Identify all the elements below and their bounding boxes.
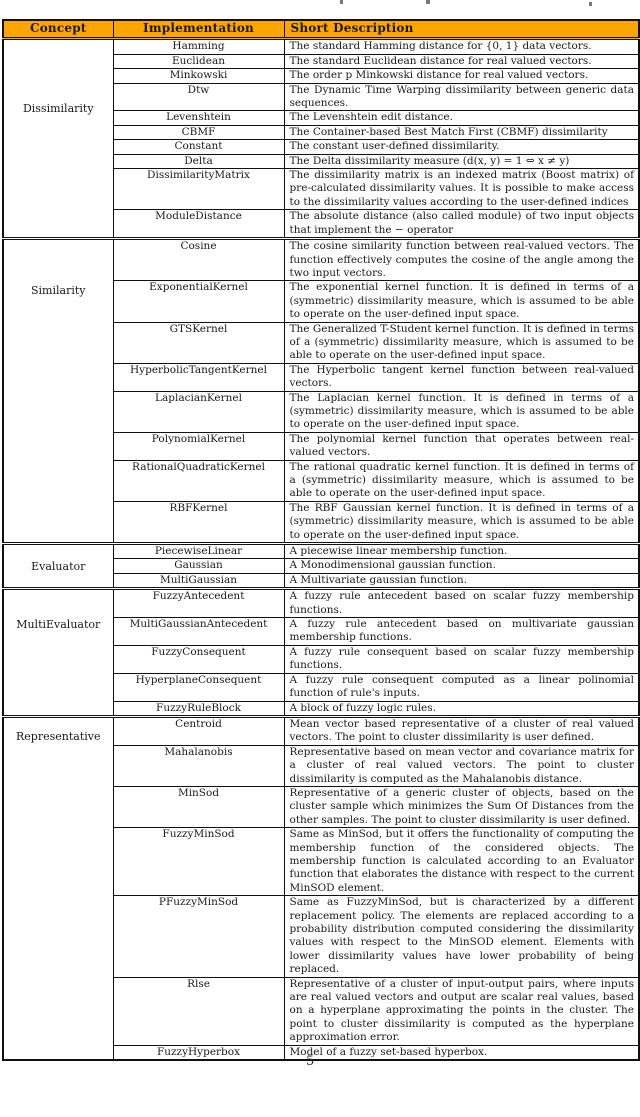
implementation-cell: FuzzyAntecedent — [113, 589, 284, 618]
concept-label: Dissimilarity — [22, 102, 94, 116]
description-cell: The RBF Gaussian kernel function. It is defined in terms of a (symmetric) dissimilarity measure, which is assumed to be able to operate on the user-defined input space. — [284, 501, 639, 543]
description-cell: The Container-based Best Match First (CBMF) dissimilarity — [284, 125, 639, 139]
concept-cell — [3, 716, 113, 1060]
table-header-row — [3, 20, 639, 39]
implementation-cell: Constant — [113, 140, 284, 154]
implementation-cell: Dtw — [113, 83, 284, 111]
implementation-cell: PolynomialKernel — [113, 432, 284, 460]
implementation-cell: GTSKernel — [113, 322, 284, 363]
concept-label: Similarity — [31, 284, 86, 298]
description-cell: The Levenshtein edit distance. — [284, 111, 639, 125]
description-cell: Representative based on mean vector and covariance matrix for a cluster of real valued vectors. The point to cluster dissimilarity is computed as the Mahalanobis distance. — [284, 745, 639, 786]
description-cell: Model of a fuzzy set-based hyperbox. — [284, 1045, 639, 1060]
description-cell: The standard Euclidean distance for real valued vectors. — [284, 54, 639, 68]
header-implementation: Implementation — [113, 20, 284, 39]
description-cell: Same as FuzzyMinSod, but is characterized by a different replacement policy. The elements are replaced according to a probability distribution computed considering the dissimilarity values with respect to the MinSOD element. Elements with lower dissimilarity values have lower probability of being replaced. — [284, 896, 639, 977]
implementation-cell: FuzzyRuleBlock — [113, 701, 284, 716]
implementation-cell: MultiGaussian — [113, 573, 284, 588]
implementation-cell: LaplacianKernel — [113, 391, 284, 432]
implementation-cell: Euclidean — [113, 54, 284, 68]
implementation-cell: Minkowski — [113, 69, 284, 83]
description-cell: The standard Hamming distance for {0, 1} data vectors. — [284, 39, 639, 54]
description-cell: The Delta dissimilarity measure (d(x, y) = 1 ⇔ x ≠ y) — [284, 154, 639, 168]
description-cell: Same as MinSod, but it offers the functionality of computing the membership function of the considered objects. The membership function is calculated according to an Evaluator function that elaborates the distance with respect to the current MinSOD element. — [284, 828, 639, 896]
implementation-cell: HyperplaneConsequent — [113, 673, 284, 701]
implementation-cell: Gaussian — [113, 559, 284, 573]
description-cell: A Monodimensional gaussian function. — [284, 559, 639, 573]
description-cell: The Laplacian kernel function. It is defined in terms of a (symmetric) dissimilarity measure, which is assumed to be able to operate on the user-defined input space. — [284, 391, 639, 432]
page-top-text-fragment — [589, 2, 592, 6]
description-cell: Representative of a generic cluster of objects, based on the cluster sample which minimizes the Sum Of Distances from the other samples. The point to cluster dissimilarity is user defined. — [284, 786, 639, 827]
description-cell: A fuzzy rule antecedent based on multivariate gaussian membership functions. — [284, 618, 639, 646]
concept-cell — [3, 239, 113, 544]
implementation-cell: CBMF — [113, 125, 284, 139]
implementation-cell: FuzzyHyperbox — [113, 1045, 284, 1060]
page-top-text-fragment — [340, 0, 343, 4]
concept-cell — [3, 544, 113, 589]
description-cell: A Multivariate gaussian function. — [284, 573, 639, 588]
description-cell: A fuzzy rule consequent computed as a linear polinomial function of rule's inputs. — [284, 673, 639, 701]
description-cell: The rational quadratic kernel function. It is defined in terms of a (symmetric) dissimilarity measure, which is assumed to be able to operate on the user-defined input space. — [284, 460, 639, 501]
implementation-cell: Mahalanobis — [113, 745, 284, 786]
implementation-cell: RBFKernel — [113, 501, 284, 543]
description-cell: Representative of a cluster of input-output pairs, where inputs are real valued vectors and output are scalar real values, based on a hyperplane approximating the points in the cluster. The point to cluster dissimilarity is computed as the hyperplane approximation error. — [284, 977, 639, 1045]
table-row — [3, 544, 639, 559]
concept-label: Evaluator — [31, 560, 86, 574]
page-top-text-fragment — [426, 0, 430, 4]
description-cell: A fuzzy rule antecedent based on scalar fuzzy membership functions. — [284, 589, 639, 618]
implementation-cell: ExponentialKernel — [113, 281, 284, 322]
implementation-cell: PiecewiseLinear — [113, 544, 284, 559]
implementation-cell: PFuzzyMinSod — [113, 896, 284, 977]
table-row — [3, 589, 639, 618]
description-cell: The constant user-defined dissimilarity. — [284, 140, 639, 154]
implementation-cell: MultiGaussianAntecedent — [113, 618, 284, 646]
description-cell: A block of fuzzy logic rules. — [284, 701, 639, 716]
implementation-cell: Centroid — [113, 716, 284, 745]
table-row — [3, 716, 639, 745]
description-cell: The exponential kernel function. It is defined in terms of a (symmetric) dissimilarity measure, which is assumed to be able to operate on the user-defined input space. — [284, 281, 639, 322]
implementation-cell: Cosine — [113, 239, 284, 281]
implementation-cell: Delta — [113, 154, 284, 168]
concept-label: Representative — [16, 729, 101, 743]
concept-implementation-table — [2, 19, 640, 1061]
implementation-cell: Hamming — [113, 39, 284, 54]
header-concept: Concept — [3, 20, 113, 39]
description-cell: The polynomial kernel function that operates between real-valued vectors. — [284, 432, 639, 460]
concept-cell — [3, 589, 113, 717]
description-cell: The cosine similarity function between real-valued vectors. The function effectively computes the cosine of the angle among the two input vectors. — [284, 239, 639, 281]
description-cell: The Dynamic Time Warping dissimilarity between generic data sequences. — [284, 83, 639, 111]
description-cell: The Hyperbolic tangent kernel function between real-valued vectors. — [284, 363, 639, 391]
description-cell: A piecewise linear membership function. — [284, 544, 639, 559]
header-short-description: Short Description — [284, 20, 639, 39]
table-body — [3, 39, 639, 1060]
implementation-cell: FuzzyMinSod — [113, 828, 284, 896]
implementation-cell: ModuleDistance — [113, 210, 284, 239]
description-cell: The Generalized T-Student kernel function. It is defined in terms of a (symmetric) dissimilarity measure, which is assumed to be able to operate on the user-defined input space. — [284, 322, 639, 363]
page-number: 5 — [306, 1054, 315, 1069]
table-row — [3, 39, 639, 54]
implementation-cell: Levenshtein — [113, 111, 284, 125]
description-cell: The order p Minkowski distance for real valued vectors. — [284, 69, 639, 83]
implementation-cell: DissimilarityMatrix — [113, 169, 284, 210]
description-cell: Mean vector based representative of a cluster of real valued vectors. The point to cluster dissimilarity is user defined. — [284, 716, 639, 745]
description-cell: The absolute distance (also called module) of two input objects that implement the − operator — [284, 210, 639, 239]
implementation-cell: RationalQuadraticKernel — [113, 460, 284, 501]
description-cell: The dissimilarity matrix is an indexed matrix (Boost matrix) of pre-calculated dissimilarity values. It is possible to make access to the dissimilarity values according to the user-defined indices — [284, 169, 639, 210]
implementation-cell: HyperbolicTangentKernel — [113, 363, 284, 391]
implementation-cell: FuzzyConsequent — [113, 645, 284, 673]
implementation-cell: MinSod — [113, 786, 284, 827]
implementation-cell: Rlse — [113, 977, 284, 1045]
description-cell: A fuzzy rule consequent based on scalar fuzzy membership functions. — [284, 645, 639, 673]
table-row — [3, 239, 639, 281]
concept-cell — [3, 39, 113, 239]
concept-label: MultiEvaluator — [16, 618, 101, 632]
